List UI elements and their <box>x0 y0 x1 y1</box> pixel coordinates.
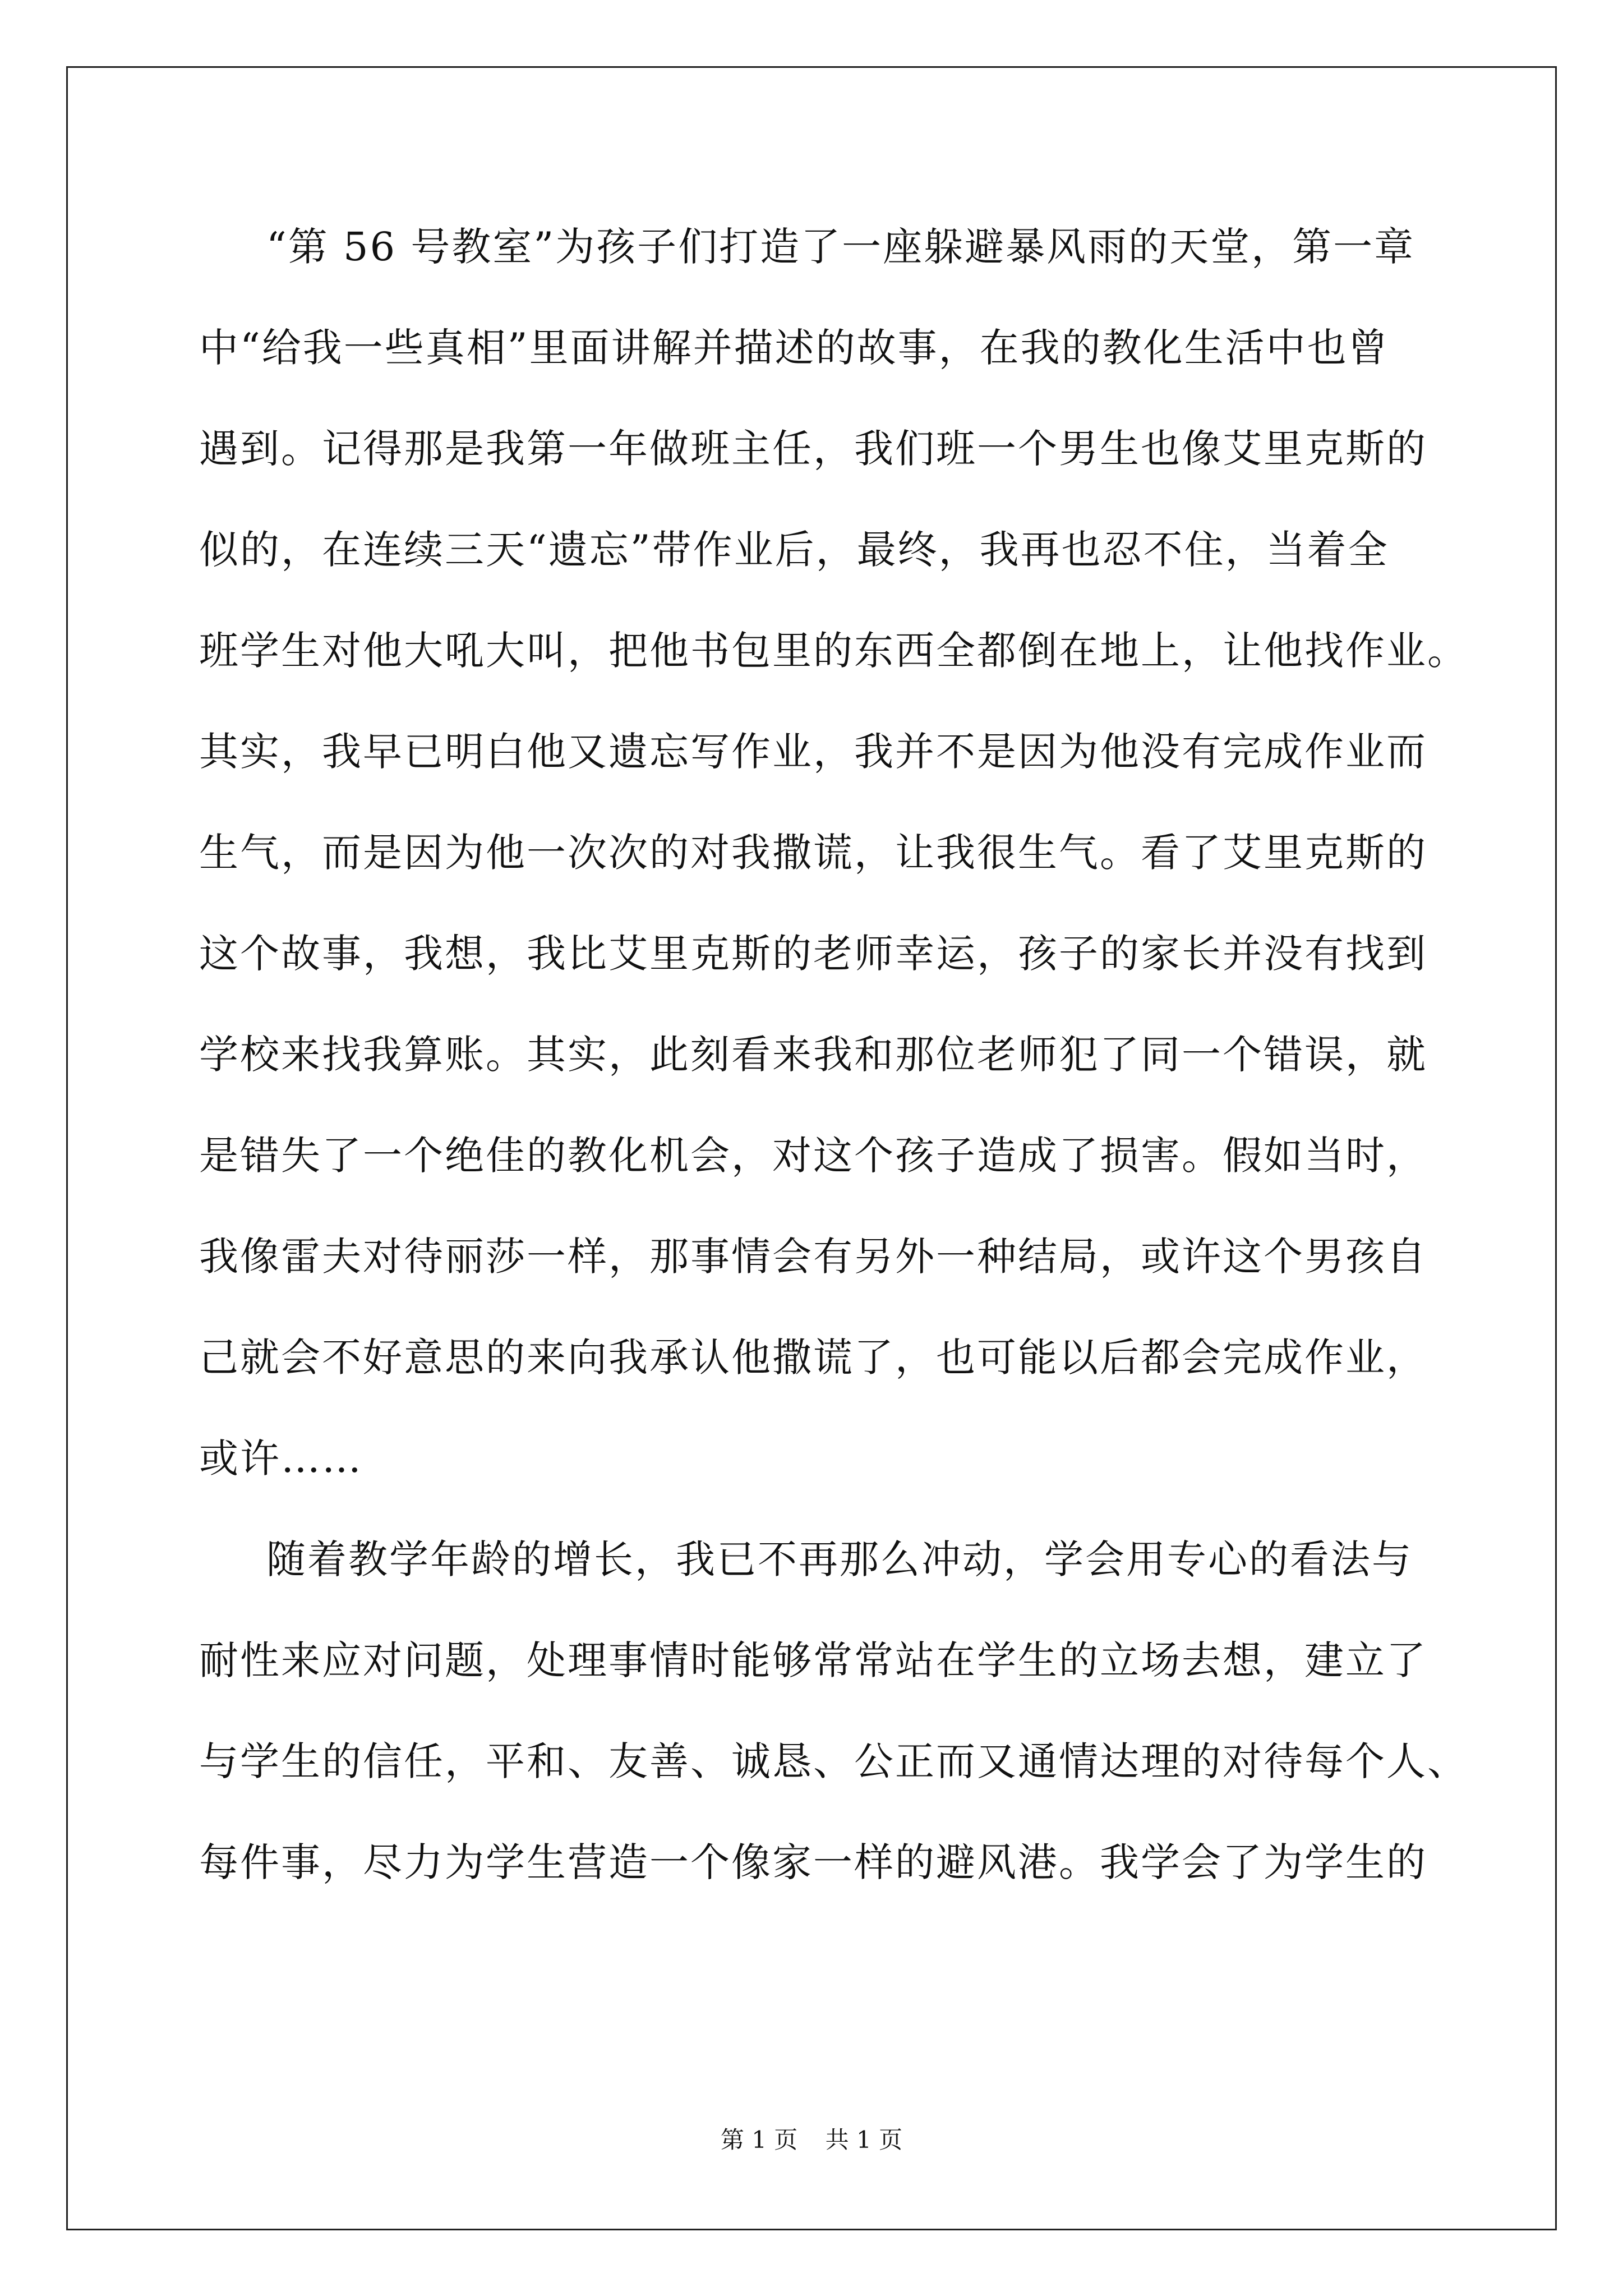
paragraph-2-line-1: 随着教学年龄的增长，我已不再那么冲动，学会用专心的看法与 <box>266 1536 1413 1582</box>
page-footer <box>0 2126 1623 2154</box>
paragraph-1-line-2: 中“给我一些真相”里面讲解并描述的故事，在我的教化生活中也曾 <box>199 325 1389 371</box>
paragraph-1-line-5: 班学生对他大吼大叫，把他书包里的东西全都倒在地上，让他找作业。 <box>199 628 1468 674</box>
page-total: 共 1 页 <box>825 2126 903 2154</box>
paragraph-1-line-7: 生气，而是因为他一次次的对我撒谎，让我很生气。看了艾里克斯的 <box>199 830 1427 876</box>
paragraph-1-line-13: 或许…… <box>199 1435 363 1481</box>
paragraph-1-line-9: 学校来找我算账。其实，此刻看来我和那位老师犯了同一个错误，就 <box>199 1032 1427 1078</box>
paragraph-2-line-3: 与学生的信任，平和、友善、诚恳、公正而又通情达理的对待每个人、 <box>199 1738 1468 1784</box>
paragraph-1-line-11: 我像雷夫对待丽莎一样，那事情会有另外一种结局，或许这个男孩自 <box>199 1234 1427 1280</box>
paragraph-2-line-4: 每件事，尽力为学生营造一个像家一样的避风港。我学会了为学生的 <box>199 1839 1427 1885</box>
page-number: 第 1 页 <box>720 2126 798 2154</box>
paragraph-1-line-4: 似的，在连续三天“遗忘”带作业后，最终，我再也忍不住，当着全 <box>199 527 1389 573</box>
paragraph-1-line-8: 这个故事，我想，我比艾里克斯的老师幸运，孩子的家长并没有找到 <box>199 931 1427 977</box>
paragraph-2-line-2: 耐性来应对问题，处理事情时能够常常站在学生的立场去想，建立了 <box>199 1637 1427 1683</box>
paragraph-1-line-1: “第 56 号教室”为孩子们打造了一座躲避暴风雨的天堂，第一章 <box>266 224 1415 270</box>
paragraph-1-line-10: 是错失了一个绝佳的教化机会，对这个孩子造成了损害。假如当时， <box>199 1133 1427 1179</box>
paragraph-1-line-6: 其实，我早已明白他又遗忘写作业，我并不是因为他没有完成作业而 <box>199 729 1427 775</box>
paragraph-1-line-3: 遇到。记得那是我第一年做班主任，我们班一个男生也像艾里克斯的 <box>199 426 1427 472</box>
paragraph-1-line-12: 己就会不好意思的来向我承认他撒谎了，也可能以后都会完成作业， <box>199 1335 1427 1381</box>
